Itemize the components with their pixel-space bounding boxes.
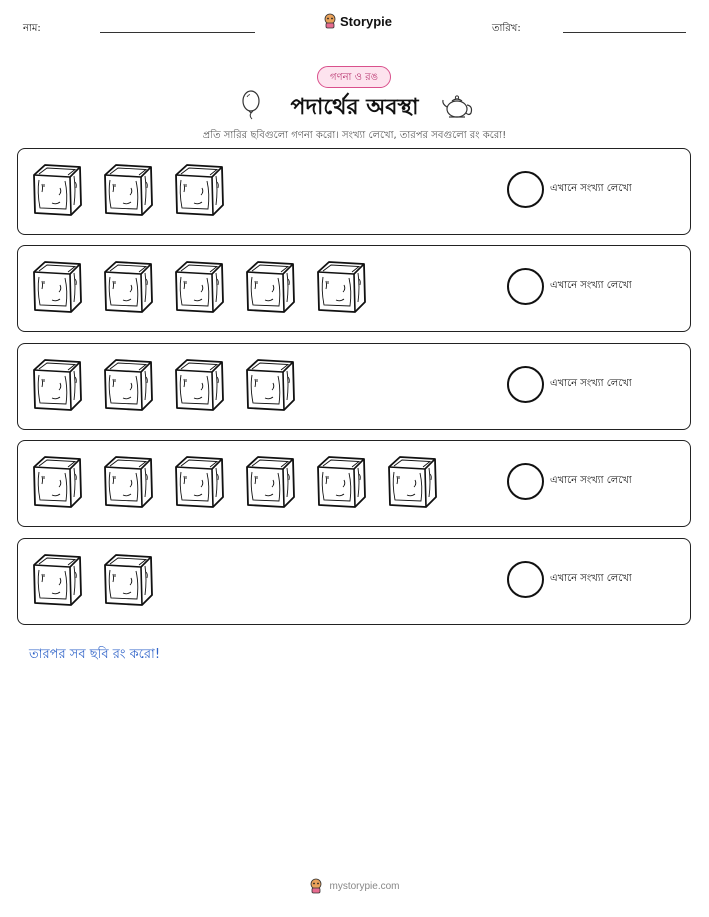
name-label: নাম: <box>23 23 41 34</box>
counting-row <box>17 538 691 625</box>
ice-cube-icon <box>30 162 84 218</box>
storypie-mascot-icon <box>309 878 323 894</box>
write-number-label: এখানে সংখ্যা লেখো <box>550 183 632 194</box>
storypie-mascot-icon <box>323 13 337 29</box>
write-number-label: এখানে সংখ্যা লেখো <box>550 378 632 389</box>
ice-cube-icon <box>243 259 297 315</box>
ice-cube-icon <box>30 259 84 315</box>
answer-circle[interactable] <box>507 463 544 500</box>
counting-row <box>17 148 691 235</box>
ice-cube-icon <box>101 162 155 218</box>
counting-row <box>17 440 691 527</box>
ice-cube-icon <box>172 162 226 218</box>
brand-logo <box>323 13 392 29</box>
answer-circle[interactable] <box>507 366 544 403</box>
ice-cube-icon <box>30 357 84 413</box>
footer-site: mystorypie.com <box>329 880 400 892</box>
ice-cube-icon <box>243 357 297 413</box>
write-number-label: এখানে সংখ্যা লেখো <box>550 280 632 291</box>
ice-cube-icon <box>314 454 368 510</box>
ice-cube-icon <box>172 454 226 510</box>
ice-cube-icon <box>314 259 368 315</box>
write-number-label: এখানে সংখ্যা লেখো <box>550 475 632 486</box>
ice-cube-icon <box>101 259 155 315</box>
ice-cube-icon <box>172 357 226 413</box>
teapot-icon <box>441 92 475 120</box>
answer-circle[interactable] <box>507 171 544 208</box>
name-line[interactable] <box>100 32 255 33</box>
ice-cube-icon <box>243 454 297 510</box>
brand-name: Storypie <box>340 13 393 29</box>
ice-cube-icon <box>101 454 155 510</box>
ice-cube-icon <box>30 454 84 510</box>
date-label: তারিখ: <box>492 23 521 34</box>
category-tag: গণনা ও রঙ <box>317 66 391 88</box>
instruction-text: প্রতি সারির ছবিগুলো গণনা করো। সংখ্যা লেখো, তারপর সবগুলো রং করো! <box>202 130 507 141</box>
page-title: পদার্থের অবস্থা <box>290 95 419 120</box>
ice-cube-icon <box>30 552 84 608</box>
footer <box>0 878 709 894</box>
ice-cube-icon <box>101 357 155 413</box>
ice-cube-icon <box>385 454 439 510</box>
answer-circle[interactable] <box>507 268 544 305</box>
date-line[interactable] <box>563 32 686 33</box>
answer-circle[interactable] <box>507 561 544 598</box>
ice-cube-icon <box>172 259 226 315</box>
counting-row <box>17 343 691 430</box>
counting-row <box>17 245 691 332</box>
color-instruction: তারপর সব ছবি রং করো! <box>29 647 161 662</box>
write-number-label: এখানে সংখ্যা লেখো <box>550 573 632 584</box>
ice-cube-icon <box>101 552 155 608</box>
